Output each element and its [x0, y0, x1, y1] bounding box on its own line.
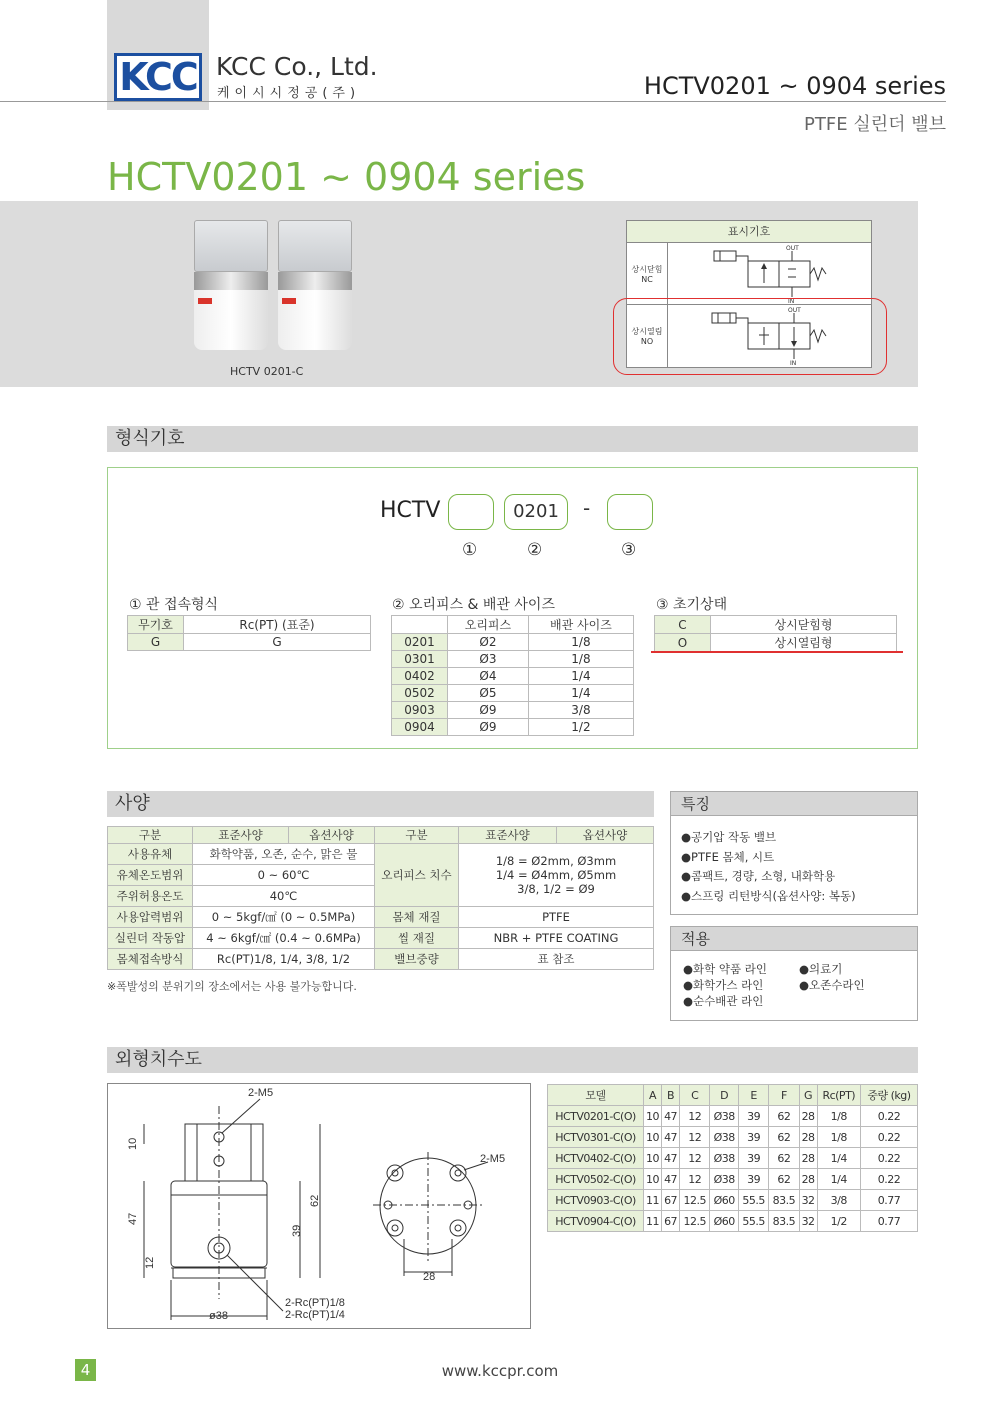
table-cell: 0.22 — [860, 1106, 917, 1127]
red-underline — [651, 651, 903, 653]
table-row — [392, 668, 634, 685]
table-cell: Ø9 — [448, 702, 529, 719]
table-cell: 1/8 — [817, 1106, 860, 1127]
applications-title: 적용 — [671, 927, 917, 951]
table-cell: NBR + PTFE COATING — [459, 928, 654, 949]
table-cell: 0903 — [392, 702, 448, 719]
table-cell: 1/4 — [528, 685, 633, 702]
table-cell: 12 — [680, 1106, 710, 1127]
nc-out-label: OUT — [786, 245, 799, 252]
slot-number-1: ① — [462, 540, 478, 560]
table-cell: 0.77 — [860, 1190, 917, 1211]
table-cell: 39 — [738, 1169, 768, 1190]
table-cell: 67 — [662, 1211, 680, 1232]
table-cell: Ø60 — [710, 1211, 739, 1232]
valve-photo-1 — [194, 220, 268, 350]
table-header-cell: Rc(PT) — [817, 1085, 860, 1106]
no-code: NO — [640, 337, 654, 346]
table-cell: 47 — [662, 1169, 680, 1190]
label-rc2: 2-Rc(PT)1/4 — [285, 1309, 345, 1321]
table-header-row — [108, 827, 654, 844]
model-dash: - — [583, 496, 591, 520]
connection-type-title: ① 관 접속형식 — [129, 597, 219, 613]
table-cell: 10 — [644, 1169, 662, 1190]
table-cell: 39 — [738, 1148, 768, 1169]
table-cell: 12 — [680, 1127, 710, 1148]
table-cell: 12.5 — [680, 1211, 710, 1232]
table-row — [548, 1169, 918, 1190]
label-d12: 12 — [144, 1256, 156, 1269]
table-cell: 62 — [769, 1127, 799, 1148]
no-out-label: OUT — [788, 307, 801, 314]
table-cell: Ø38 — [710, 1148, 739, 1169]
list-item: ●PTFE 몸체, 시트 — [681, 849, 775, 864]
table-cell: 상시열림형 — [711, 634, 897, 652]
label-d10: 10 — [127, 1137, 139, 1150]
table-cell: 47 — [662, 1148, 680, 1169]
label-d28: 28 — [423, 1271, 436, 1283]
page-title: HCTV0201 ~ 0904 series — [107, 155, 586, 199]
no-label: 상시열림 — [631, 327, 663, 336]
table-cell: 10 — [644, 1148, 662, 1169]
features-box — [670, 791, 918, 915]
section-model-code: 형식기호 — [107, 426, 918, 452]
table-cell: Ø5 — [448, 685, 529, 702]
table-cell: 1/4 — [528, 668, 633, 685]
table-cell: 1/2 — [528, 719, 633, 736]
table-cell: 몸체 재질 — [375, 907, 459, 928]
table-cell: Ø38 — [710, 1169, 739, 1190]
table-cell: 12 — [680, 1169, 710, 1190]
table-cell: HCTV0301-C(O) — [548, 1127, 644, 1148]
table-cell: 12.5 — [680, 1190, 710, 1211]
highlight-oval — [613, 298, 887, 375]
table-cell: 유체온도범위 — [108, 865, 193, 886]
table-cell: 화학약품, 오존, 순수, 맑은 물 — [193, 844, 375, 865]
model-prefix: HCTV — [380, 498, 441, 523]
table-header-cell: G — [799, 1085, 817, 1106]
table-header-cell: 구분 — [108, 827, 193, 844]
table-cell: 28 — [799, 1106, 817, 1127]
table-cell: 0301 — [392, 651, 448, 668]
table-cell: 0904 — [392, 719, 448, 736]
initial-state-table — [654, 615, 897, 652]
table-header-cell: 모델 — [548, 1085, 644, 1106]
table-cell: 무기호 — [128, 616, 184, 634]
table-header-cell: A — [644, 1085, 662, 1106]
dimension-drawing — [107, 1083, 531, 1329]
symbol-row-nc — [627, 243, 871, 305]
table-header-cell: D — [710, 1085, 739, 1106]
table-cell: 3/8 — [817, 1190, 860, 1211]
table-cell: G — [184, 634, 371, 651]
table-row — [655, 616, 897, 634]
table-cell: 62 — [769, 1148, 799, 1169]
table-cell: PTFE — [459, 907, 654, 928]
table-cell: 47 — [662, 1127, 680, 1148]
nc-valve-symbol — [668, 243, 868, 303]
table-cell: Ø60 — [710, 1190, 739, 1211]
table-cell: 0502 — [392, 685, 448, 702]
table-cell: 40℃ — [193, 886, 375, 907]
table-row — [548, 1211, 918, 1232]
table-cell: Rc(PT) (표준) — [184, 616, 371, 634]
company-logo — [114, 53, 202, 101]
table-cell: 0201 — [392, 634, 448, 651]
table-cell: 0402 — [392, 668, 448, 685]
table-cell: HCTV0502-C(O) — [548, 1169, 644, 1190]
section-dimensions: 외형치수도 — [107, 1047, 918, 1073]
nc-label: 상시닫힘 — [631, 264, 663, 274]
table-cell: C — [655, 616, 711, 634]
table-cell: 씰 재질 — [375, 928, 459, 949]
list-item: ●화학가스 라인 — [683, 978, 764, 992]
no-in-label: IN — [790, 360, 797, 365]
label-d47: 47 — [127, 1212, 139, 1225]
model-slot-3 — [607, 494, 653, 530]
table-row — [108, 928, 654, 949]
model-slot-1 — [448, 494, 494, 530]
table-cell: 1/4 — [817, 1148, 860, 1169]
table-cell: HCTV0904-C(O) — [548, 1211, 644, 1232]
table-header-cell: E — [738, 1085, 768, 1106]
table-cell: 10 — [644, 1127, 662, 1148]
applications-box — [670, 926, 918, 1021]
table-row — [548, 1127, 918, 1148]
table-row — [655, 634, 897, 652]
label-d62: 62 — [309, 1194, 321, 1207]
section-spec: 사양 — [107, 791, 654, 817]
table-header-cell: B — [662, 1085, 680, 1106]
table-cell: 0.77 — [860, 1211, 917, 1232]
table-header-cell: 오리피스 — [448, 616, 529, 634]
symbol-title: 표시기호 — [627, 221, 871, 243]
table-row — [108, 949, 654, 970]
connection-type-table — [127, 615, 371, 651]
table-cell: HCTV0903-C(O) — [548, 1190, 644, 1211]
series-subtitle: PTFE 실린더 밸브 — [804, 114, 946, 135]
table-cell: Ø38 — [710, 1106, 739, 1127]
table-cell: 55.5 — [738, 1211, 768, 1232]
table-row — [108, 907, 654, 928]
table-header-cell: F — [769, 1085, 799, 1106]
dimension-drawing-svg — [108, 1084, 532, 1330]
table-header-cell: 배관 사이즈 — [528, 616, 633, 634]
table-cell: 사용유체 — [108, 844, 193, 865]
table-cell: 28 — [799, 1148, 817, 1169]
table-cell: 오리피스 치수 — [375, 844, 459, 907]
table-cell: 1/8 — [528, 634, 633, 651]
series-title: HCTV0201 ~ 0904 series — [643, 72, 946, 100]
nc-code: NC — [641, 274, 653, 284]
table-cell: 주위허용온도 — [108, 886, 193, 907]
website-url: www.kccpr.com — [441, 1362, 559, 1380]
company-name-korean: 케이시시정공(주) — [217, 86, 361, 101]
list-item: ●순수배관 라인 — [683, 994, 764, 1008]
orifice-size-title: ② 오리피스 & 배관 사이즈 — [392, 597, 555, 613]
table-cell: 11 — [644, 1190, 662, 1211]
table-cell: O — [655, 634, 711, 652]
list-item: ●스프링 리턴방식(옵션사양: 복동) — [681, 888, 856, 903]
table-row — [392, 702, 634, 719]
table-cell: 밸브중량 — [375, 949, 459, 970]
table-row — [548, 1106, 918, 1127]
table-cell: 3/8 — [528, 702, 633, 719]
table-cell: HCTV0201-C(O) — [548, 1106, 644, 1127]
table-row — [128, 634, 371, 651]
table-row — [392, 634, 634, 651]
table-row — [128, 616, 371, 634]
table-cell: 67 — [662, 1190, 680, 1211]
list-item: ●콤팩트, 경량, 소형, 내화학용 — [681, 869, 836, 883]
table-cell: 상시닫힘형 — [711, 616, 897, 634]
table-cell: 83.5 — [769, 1211, 799, 1232]
spec-table — [107, 826, 654, 970]
list-item: ●공기압 작동 밸브 — [681, 830, 777, 844]
label-2m5-top: 2-M5 — [248, 1087, 274, 1099]
table-row — [392, 685, 634, 702]
list-item: ●오존수라인 — [799, 978, 865, 992]
logo-text: KCC — [119, 55, 197, 99]
list-item: ●화학 약품 라인 — [683, 962, 767, 976]
table-row — [392, 719, 634, 736]
table-header-cell: C — [680, 1085, 710, 1106]
table-header-cell: 표준사양 — [193, 827, 289, 844]
table-cell: 62 — [769, 1169, 799, 1190]
table-cell: 28 — [799, 1127, 817, 1148]
table-cell: Ø38 — [710, 1127, 739, 1148]
table-cell: 12 — [680, 1148, 710, 1169]
table-cell: 1/8 = Ø2mm, Ø3mm 1/4 = Ø4mm, Ø5mm 3/8, 1/2 = Ø9 — [459, 844, 654, 907]
table-cell: Ø3 — [448, 651, 529, 668]
label-rc1: 2-Rc(PT)1/8 — [285, 1297, 345, 1309]
table-header-cell: 표준사양 — [459, 827, 557, 844]
table-cell: HCTV0402-C(O) — [548, 1148, 644, 1169]
table-cell: 0 ~ 60℃ — [193, 865, 375, 886]
table-cell: 1/2 — [817, 1211, 860, 1232]
table-cell: 사용압력범위 — [108, 907, 193, 928]
table-cell: 32 — [799, 1211, 817, 1232]
table-cell: 1/4 — [817, 1169, 860, 1190]
table-cell: 0.22 — [860, 1148, 917, 1169]
table-cell: 62 — [769, 1106, 799, 1127]
table-cell: Ø9 — [448, 719, 529, 736]
table-row — [392, 651, 634, 668]
label-2m5-right: 2-M5 — [480, 1153, 506, 1165]
label-d39: 39 — [291, 1224, 303, 1237]
table-cell: 0.22 — [860, 1127, 917, 1148]
table-cell: 83.5 — [769, 1190, 799, 1211]
header-divider — [0, 101, 946, 102]
table-header-cell: 옵션사양 — [289, 827, 375, 844]
company-name: KCC Co., Ltd. — [216, 52, 378, 81]
table-cell: Rc(PT)1/8, 1/4, 3/8, 1/2 — [193, 949, 375, 970]
spec-note: ※폭발성의 분위기의 장소에서는 사용 불가능합니다. — [107, 980, 357, 993]
page-number: 4 — [75, 1359, 96, 1381]
table-cell: 39 — [738, 1127, 768, 1148]
features-title: 특징 — [671, 792, 917, 816]
table-cell: 55.5 — [738, 1190, 768, 1211]
table-cell: 47 — [662, 1106, 680, 1127]
table-cell: Ø4 — [448, 668, 529, 685]
list-item: ●의료기 — [799, 962, 843, 976]
label-d38: ø38 — [209, 1310, 228, 1322]
slot-number-2: ② — [527, 540, 543, 560]
photo-caption: HCTV 0201-C — [230, 365, 304, 378]
table-header-cell — [392, 616, 448, 634]
table-cell: 11 — [644, 1211, 662, 1232]
valve-photo-2 — [278, 220, 352, 350]
table-header-cell: 중량 (kg) — [860, 1085, 917, 1106]
table-header-row — [392, 616, 634, 634]
dimension-table — [547, 1084, 918, 1232]
table-cell: 0 ~ 5kgf/㎠ (0 ~ 0.5MPa) — [193, 907, 375, 928]
orifice-size-table — [391, 615, 634, 736]
table-cell: 4 ~ 6kgf/㎠ (0.4 ~ 0.6MPa) — [193, 928, 375, 949]
table-cell: 10 — [644, 1106, 662, 1127]
table-cell: 39 — [738, 1106, 768, 1127]
table-row — [548, 1190, 918, 1211]
table-cell: 표 참조 — [459, 949, 654, 970]
table-cell: 몸체접속방식 — [108, 949, 193, 970]
slot-number-3: ③ — [621, 540, 637, 560]
table-row — [108, 844, 654, 865]
table-row — [548, 1148, 918, 1169]
table-cell: 1/8 — [528, 651, 633, 668]
table-cell: 0.22 — [860, 1169, 917, 1190]
table-cell: 실린더 작동압 — [108, 928, 193, 949]
table-cell: 28 — [799, 1169, 817, 1190]
table-cell: 32 — [799, 1190, 817, 1211]
table-header-cell: 구분 — [375, 827, 459, 844]
table-header-row — [548, 1085, 918, 1106]
table-cell: Ø2 — [448, 634, 529, 651]
table-header-cell: 옵션사양 — [557, 827, 654, 844]
nc-in-label: IN — [788, 298, 795, 303]
model-slot-2: 0201 — [504, 494, 568, 530]
table-cell: G — [128, 634, 184, 651]
initial-state-title: ③ 초기상태 — [656, 597, 728, 613]
table-cell: 1/8 — [817, 1127, 860, 1148]
